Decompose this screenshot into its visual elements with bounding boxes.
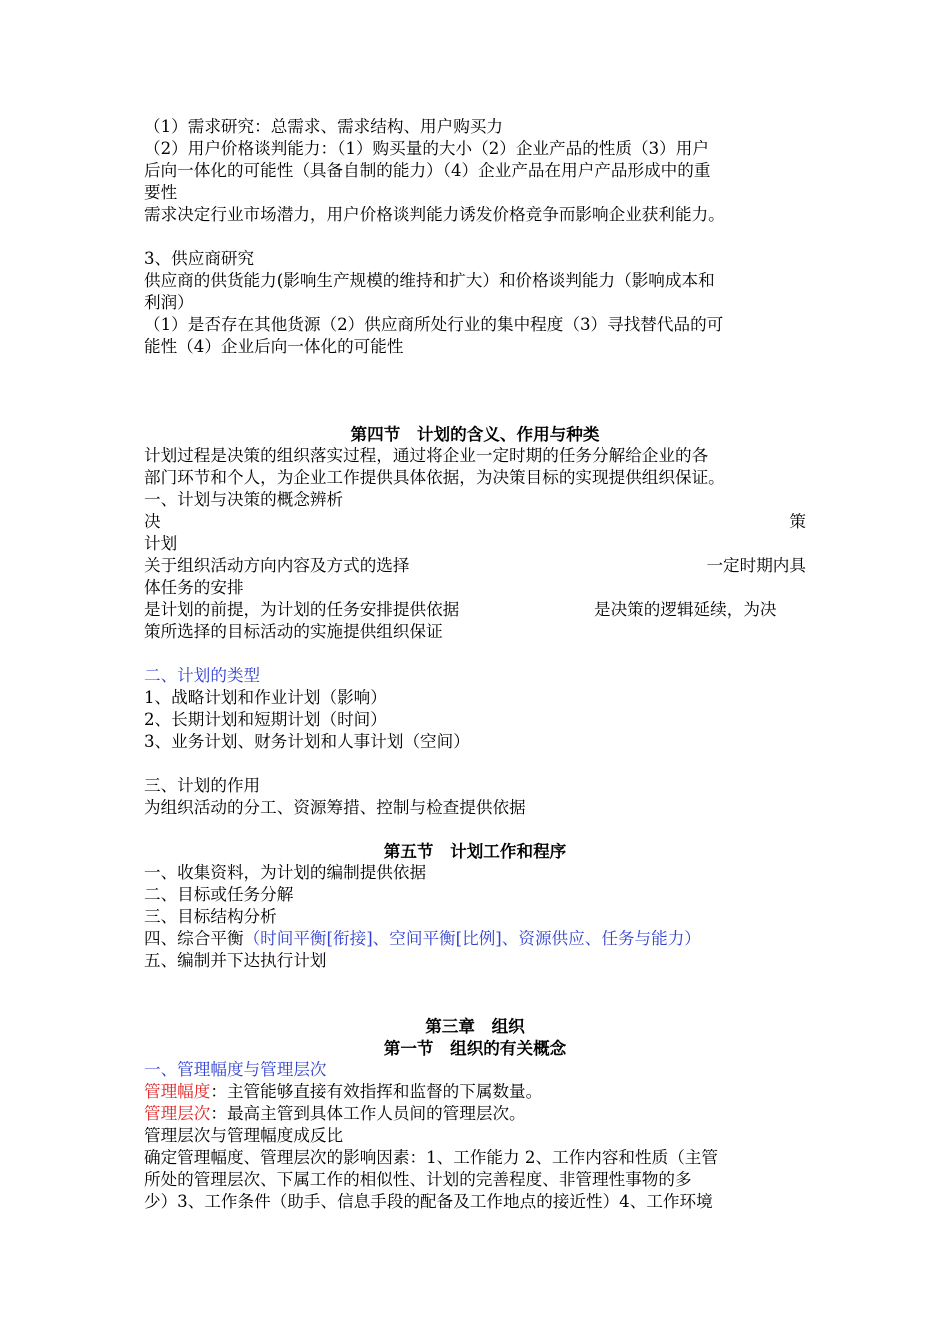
text-line: 少）3、工作条件（助手、信息手段的配备及工作地点的接近性）4、工作环境 [144,1192,713,1211]
text-line [144,928,806,950]
text-line: （1）需求研究：总需求、需求结构、用户购买力 [144,117,504,136]
text-line: （1）是否存在其他货源（2）供应商所处行业的集中程度（3）寻找替代品的可 [144,315,724,334]
term-definition: ：最高主管到具体工作人员间的管理层次。 [210,1104,526,1123]
subsection-heading: 二、计划的类型 [144,666,261,685]
text-line: 计划过程是决策的组织落实过程，通过将企业一定时期的任务分解给企业的各 [144,446,709,465]
text-line: 二、目标或任务分解 [144,885,294,904]
term-red: 管理幅度 [144,1082,211,1101]
text-right: 策 [789,512,806,531]
chapter-heading: 第三章 组织 [425,1016,525,1036]
text-line: 管理层次与管理幅度成反比 [144,1126,344,1145]
text-line: 后向一体化的可能性（具备自制的能力）（4）企业产品在用户产品形成中的重 [144,161,711,180]
text-line-split [144,599,806,621]
text-line: 部门环节和个人，为企业工作提供具体依据，为决策目标的实现提供组织保证。 [144,468,725,487]
text-line: 五、编制并下达执行计划 [144,951,327,970]
text-line: 3、业务计划、财务计划和人事计划（空间） [144,732,470,751]
text-right: 是决策的逻辑延续，为决 [594,600,777,619]
section-heading: 第四节 计划的含义、作用与种类 [350,424,600,444]
text-line: 3、供应商研究 [144,249,255,268]
text-line: 计划 [144,534,178,553]
text-line: 确定管理幅度、管理层次的影响因素：1、工作能力 2、工作内容和性质（主管 [144,1148,718,1167]
section-heading: 第五节 计划工作和程序 [383,841,567,861]
text-line: 一、收集资料，为计划的编制提供依据 [144,863,427,882]
text-line: 所处的管理层次、下属工作的相似性、计划的完善程度、非管理性事物的多 [144,1170,692,1189]
text-line: 一、计划与决策的概念辨析 [144,490,344,509]
text-line: 能性（4）企业后向一体化的可能性 [144,337,404,356]
text-line: 利润） [144,293,194,312]
text-line [144,1103,806,1125]
text-right: 一定时期内具 [706,556,806,575]
text-line-split [144,555,806,577]
text-line: 1、战略计划和作业计划（影响） [144,688,387,707]
text-line: （2）用户价格谈判能力：（1）购买量的大小（2）企业产品的性质（3）用户 [144,139,709,158]
text-line: 需求决定行业市场潜力，用户价格谈判能力诱发价格竞争而影响企业获利能力。 [144,205,725,224]
text-line: 体任务的安排 [144,578,244,597]
text-line: 为组织活动的分工、资源筹措、控制与检查提供依据 [144,798,526,817]
text-left: 决 [144,512,161,531]
text-left: 是计划的前提，为计划的任务安排提供依据 [144,600,460,619]
text-left: 关于组织活动方向内容及方式的选择 [144,556,410,575]
text-line: 供应商的供货能力(影响生产规模的维持和扩大）和价格谈判能力（影响成本和 [144,271,715,290]
text-line: 2、长期计划和短期计划（时间） [144,710,387,729]
section-heading: 第一节 组织的有关概念 [383,1038,567,1058]
text-highlight-blue: （时间平衡[衔接]、空间平衡[比例]、资源供应、任务与能力） [243,929,701,948]
text-black: 四、综合平衡 [144,929,244,948]
text-line: 三、目标结构分析 [144,907,277,926]
subsection-heading: 一、管理幅度与管理层次 [144,1060,327,1079]
text-line [144,1081,806,1103]
text-line: 要性 [144,183,178,202]
text-line: 三、计划的作用 [144,776,261,795]
text-line: 策所选择的目标活动的实施提供组织保证 [144,622,443,641]
term-red: 管理层次 [144,1104,211,1123]
term-definition: ：主管能够直接有效指挥和监督的下属数量。 [210,1082,543,1101]
text-line-split [144,511,806,533]
